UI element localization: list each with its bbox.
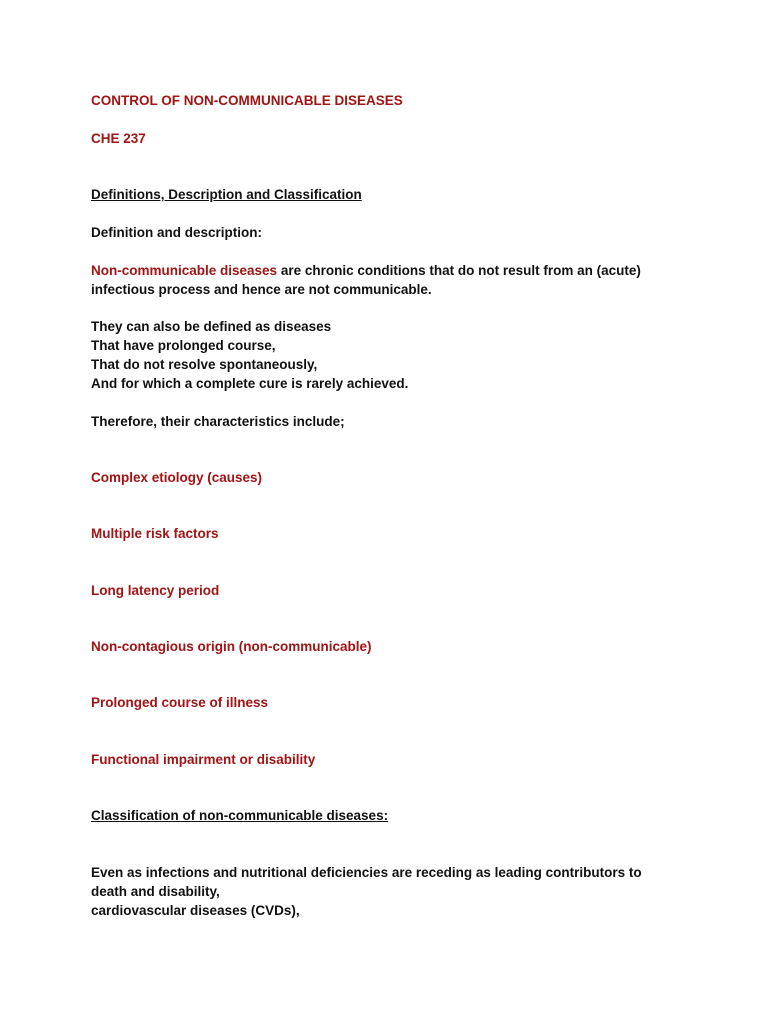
section-heading: Definitions, Description and Classification bbox=[91, 187, 362, 202]
highlighted-term: Non-communicable diseases bbox=[91, 263, 278, 278]
characteristic-item: Functional impairment or disability bbox=[91, 752, 316, 767]
characteristic-item: Non-contagious origin (non-communicable) bbox=[91, 639, 372, 654]
characteristics-intro: Therefore, their characteristics include; bbox=[91, 414, 345, 429]
characteristic-item: Complex etiology (causes) bbox=[91, 470, 263, 485]
paragraph-1-line-1 bbox=[91, 261, 641, 280]
paragraph-1-line-2: infectious process and hence are not communicable. bbox=[91, 282, 432, 297]
characteristic-item: Long latency period bbox=[91, 583, 220, 598]
classification-heading: Classification of non-communicable diseases: bbox=[91, 808, 389, 823]
paragraph-3-line: cardiovascular diseases (CVDs), bbox=[91, 903, 300, 918]
paragraph-2-line: That do not resolve spontaneously, bbox=[91, 357, 318, 372]
characteristic-item: Prolonged course of illness bbox=[91, 695, 269, 710]
subheading: Definition and description: bbox=[91, 225, 262, 240]
paragraph-3-line: Even as infections and nutritional deficiencies are receding as leading contributors to bbox=[91, 865, 642, 880]
paragraph-1-text: are chronic conditions that do not result from an (acute) bbox=[277, 263, 641, 278]
paragraph-2-line: And for which a complete cure is rarely achieved. bbox=[91, 376, 409, 391]
paragraph-3-line: death and disability, bbox=[91, 884, 220, 899]
paragraph-2-line: They can also be defined as diseases bbox=[91, 319, 332, 334]
document-title: CONTROL OF NON-COMMUNICABLE DISEASES bbox=[91, 93, 403, 108]
paragraph-2-line: That have prolonged course, bbox=[91, 338, 276, 353]
characteristic-item: Multiple risk factors bbox=[91, 526, 219, 541]
course-code: CHE 237 bbox=[91, 131, 146, 146]
